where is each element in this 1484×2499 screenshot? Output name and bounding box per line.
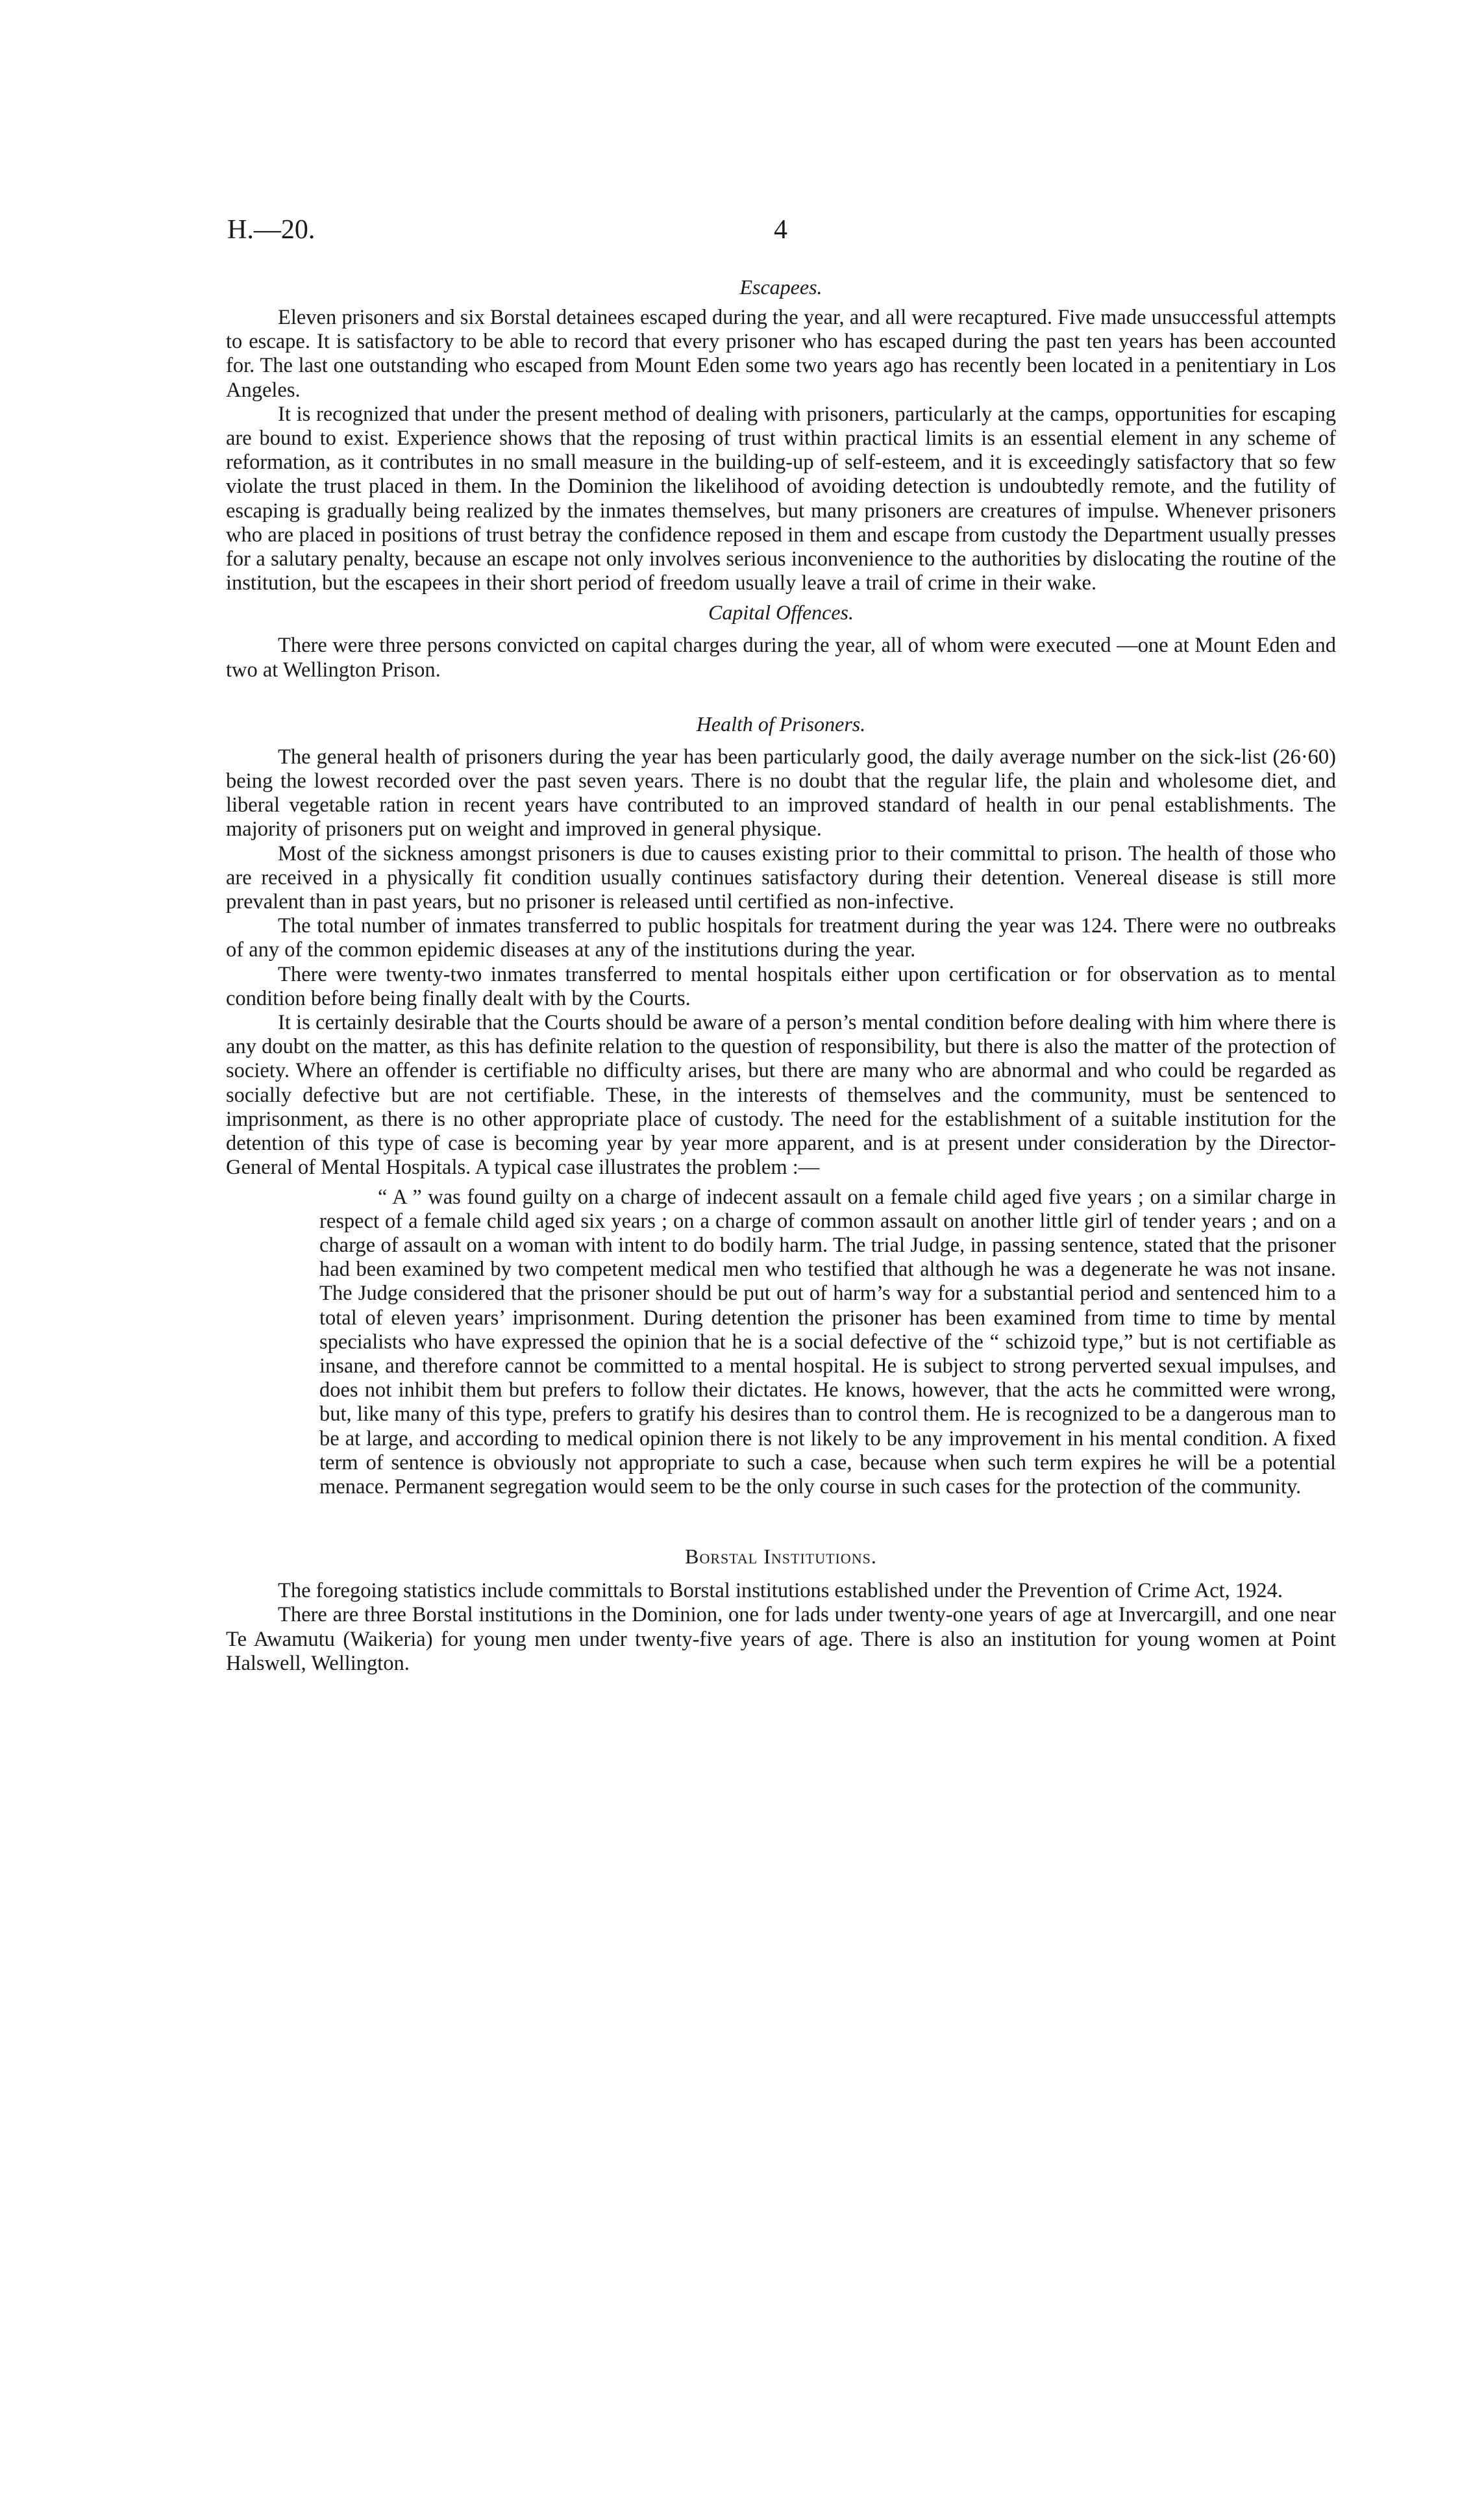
document-body bbox=[226, 275, 1336, 1676]
paragraph: There are three Borstal institutions in the Dominion, one for lads under twenty-one years of age at Invercargill, and one near Te Awamutu (Waikeria) for young men under twenty-five years of age. There is also an institution for young women at Point Halswell, Wellington. bbox=[226, 1603, 1336, 1675]
section-heading-capital-offences: Capital Offences. bbox=[708, 601, 854, 625]
section-heading-health: Health of Prisoners. bbox=[696, 712, 866, 736]
paragraph: It is certainly desirable that the Courts should be aware of a person’s mental condition before dealing with him where there is any doubt on the matter, as this has definite relation to the question of responsibility, but there is also the matter of the protection of society. Where an offender is certifiable no difficulty arises, but there are many who are abnormal and who could be regarded as socially defective but are not certifiable. These, in the interests of themselves and the community, must be sentenced to imprisonment, as there is no other appropriate place of custody. The need for the establishment of a suitable institution for the detention of this type of case is becoming year by year more apparent, and is at present under consideration by the Director-General of Mental Hospitals. A typical case illustrates the problem :— bbox=[226, 1011, 1336, 1180]
paragraph: Eleven prisoners and six Borstal detainees escaped during the year, and all were recaptured. Five made unsuccessful attempts to escape. It is satisfactory to be able to record that every prisoner who has escaped during the past ten years has been accounted for. The last one outstanding who escaped from Mount Eden some two years ago has recently been located in a penitentiary in Los Angeles. bbox=[226, 306, 1336, 402]
section-heading-borstal: Borstal Institutions. bbox=[685, 1545, 877, 1569]
paragraph: The foregoing statistics include committals to Borstal institutions established under the Prevention of Crime Act, 1924. bbox=[278, 1579, 1283, 1603]
paragraph: The total number of inmates transferred to public hospitals for treatment during the year was 124. There were no outbreaks of any of the common epidemic diseases at any of the institutions during the year. bbox=[226, 914, 1336, 962]
paragraph: Most of the sickness amongst prisoners is due to causes existing prior to their committal to prison. The health of those who are received in a physically fit condition usually continues satisfactory during their detention. Venereal disease is still more prevalent than in past years, but no prisoner is released until certified as non-infective. bbox=[226, 841, 1336, 914]
paragraph: There were twenty-two inmates transferred to mental hospitals either upon certification or for observation as to mental condition before being finally dealt with by the Courts. bbox=[226, 962, 1336, 1010]
paragraph: There were three persons convicted on capital charges during the year, all of whom were executed —one at Mount Eden and two at Wellington Prison. bbox=[226, 634, 1336, 682]
page-number: 4 bbox=[774, 215, 787, 245]
paragraph: The general health of prisoners during the year has been particularly good, the daily average number on the sick-list (26·60) being the lowest recorded over the past seven years. There is no doubt that the regular life, the plain and wholesome diet, and liberal vegetable ration in recent years have contributed to an improved standard of health in our penal establishments. The majority of prisoners put on weight and improved in general physique. bbox=[226, 745, 1336, 841]
section-heading-escapees: Escapees. bbox=[739, 275, 822, 299]
paragraph: It is recognized that under the present method of dealing with prisoners, particularly at the camps, opportunities for escaping are bound to exist. Experience shows that the reposing of trust within practical limits is an essential element in any scheme of reformation, as it contributes in no small measure in the building-up of self-esteem, and it is exceedingly satisfactory that so few violate the trust placed in them. In the Dominion the likelihood of avoiding detection is undoubtedly remote, and the futility of escaping is gradually being realized by the inmates themselves, but many prisoners are creatures of impulse. Whenever prisoners who are placed in positions of trust betray the confidence reposed in them and escape from custody the Department usually presses for a salutary penalty, because an escape not only involves serious inconvenience to the authorities by dislocating the routine of the institution, but the escapees in their short period of freedom usually leave a trail of crime in their wake. bbox=[226, 402, 1336, 595]
page-header bbox=[227, 214, 876, 253]
document-reference: H.—20. bbox=[227, 215, 315, 245]
case-quote: “ A ” was found guilty on a charge of indecent assault on a female child aged five years ; on a similar charge in respect of a female child aged six years ; on a charge of common assault on another little girl of tender years ; and on a charge of assault on a woman with intent to do bodily harm. The trial Judge, in passing sentence, stated that the prisoner had been examined by two competent medical men who testified that although he was a degenerate he was not insane. The Judge considered that the prisoner should be put out of harm’s way for a substantial period and sentenced him to a total of eleven years’ imprisonment. During detention the prisoner has been examined from time to time by mental specialists who have expressed the opinion that he is a social defective of the “ schizoid type,” but is not certifiable as insane, and therefore cannot be committed to a mental hospital. He is subject to strong perverted sexual impulses, and does not inhibit them but prefers to follow their dictates. He knows, however, that the acts he committed were wrong, but, like many of this type, prefers to gratify his desires than to control them. He is recognized to be a dangerous man to be at large, and according to medical opinion there is not likely to be any improvement in his mental condition. A fixed term of sentence is obviously not appropriate to such a case, because when such term expires he will be a potential menace. Permanent segregation would seem to be the only course in such cases for the protection of the community. bbox=[319, 1185, 1336, 1498]
